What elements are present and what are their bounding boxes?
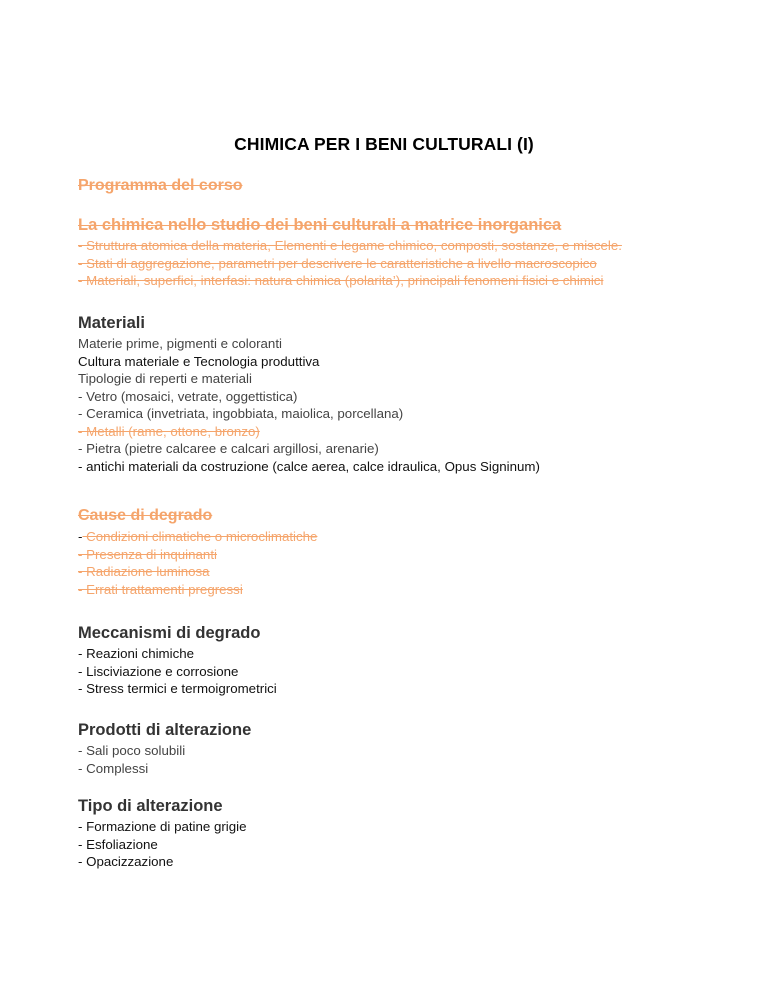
section-prodotti — [78, 721, 718, 777]
list-item: - antichi materiali da costruzione (calce aerea, calce idraulica, Opus Signinum) — [78, 458, 540, 474]
list-item: - Formazione di patine grigie — [78, 819, 247, 834]
list-dash: - — [78, 529, 83, 544]
section-heading: Cause di degrado — [78, 507, 213, 524]
list-item: - Esfoliazione — [78, 836, 158, 852]
list-item: - Complessi — [78, 760, 149, 776]
list-item: - Sali poco solubili — [78, 743, 186, 758]
list-item: - Pietra (pietre calcaree e calcari argillosi, arenarie) — [78, 441, 379, 456]
list-item: - Errati trattamenti pregressi — [78, 581, 243, 597]
list-item: Materie prime, pigmenti e coloranti — [78, 336, 282, 351]
list-item: - Radiazione luminosa — [78, 564, 210, 579]
section-heading: Prodotti di alterazione — [78, 721, 252, 739]
list-item: - Vetro (mosaici, vetrate, oggettistica) — [78, 388, 298, 404]
section-inorganica — [78, 216, 718, 290]
list-item: - Ceramica (invetriata, ingobbiata, maiolica, porcellana) — [78, 406, 404, 421]
list-item: - Opacizzazione — [78, 854, 174, 869]
section-heading: Meccanismi di degrado — [78, 624, 261, 642]
section-heading: Materiali — [78, 314, 145, 332]
section-heading: La chimica nello studio dei beni culturali a matrice inorganica — [78, 216, 562, 234]
list-item: - Metalli (rame, ottone, bronzo) — [78, 423, 260, 439]
list-item: - Lisciviazione e corrosione — [78, 663, 239, 679]
list-item: - Stati di aggregazione, parametri per descrivere le caratteristiche a livello macroscopico — [78, 255, 597, 271]
list-item: - Struttura atomica della materia, Elementi e legame chimico, composti, sostanze, e miscele. — [78, 238, 622, 253]
section-materiali — [78, 314, 718, 475]
list-item-text: Condizioni climatiche o microclimatiche — [82, 529, 318, 544]
list-item: - Stress termici e termoigrometrici — [78, 681, 277, 696]
section-tipo — [78, 797, 718, 871]
programma-heading-block — [78, 177, 718, 195]
section-heading: Tipo di alterazione — [78, 797, 223, 815]
programma-heading: Programma del corso — [78, 177, 243, 194]
section-cause — [78, 507, 718, 598]
list-item: - Presenza di inquinanti — [78, 546, 217, 562]
list-item: - Reazioni chimiche — [78, 646, 195, 661]
list-item — [78, 528, 718, 546]
list-item: Tipologie di reperti e materiali — [78, 371, 252, 386]
section-meccanismi — [78, 624, 718, 698]
list-item: - Materiali, superfici, interfasi: natura chimica (polarita’), principali fenomeni fisici e chimici — [78, 273, 604, 288]
list-item: Cultura materiale e Tecnologia produttiva — [78, 353, 320, 369]
page-title: CHIMICA PER I BENI CULTURALI (I) — [234, 134, 534, 154]
